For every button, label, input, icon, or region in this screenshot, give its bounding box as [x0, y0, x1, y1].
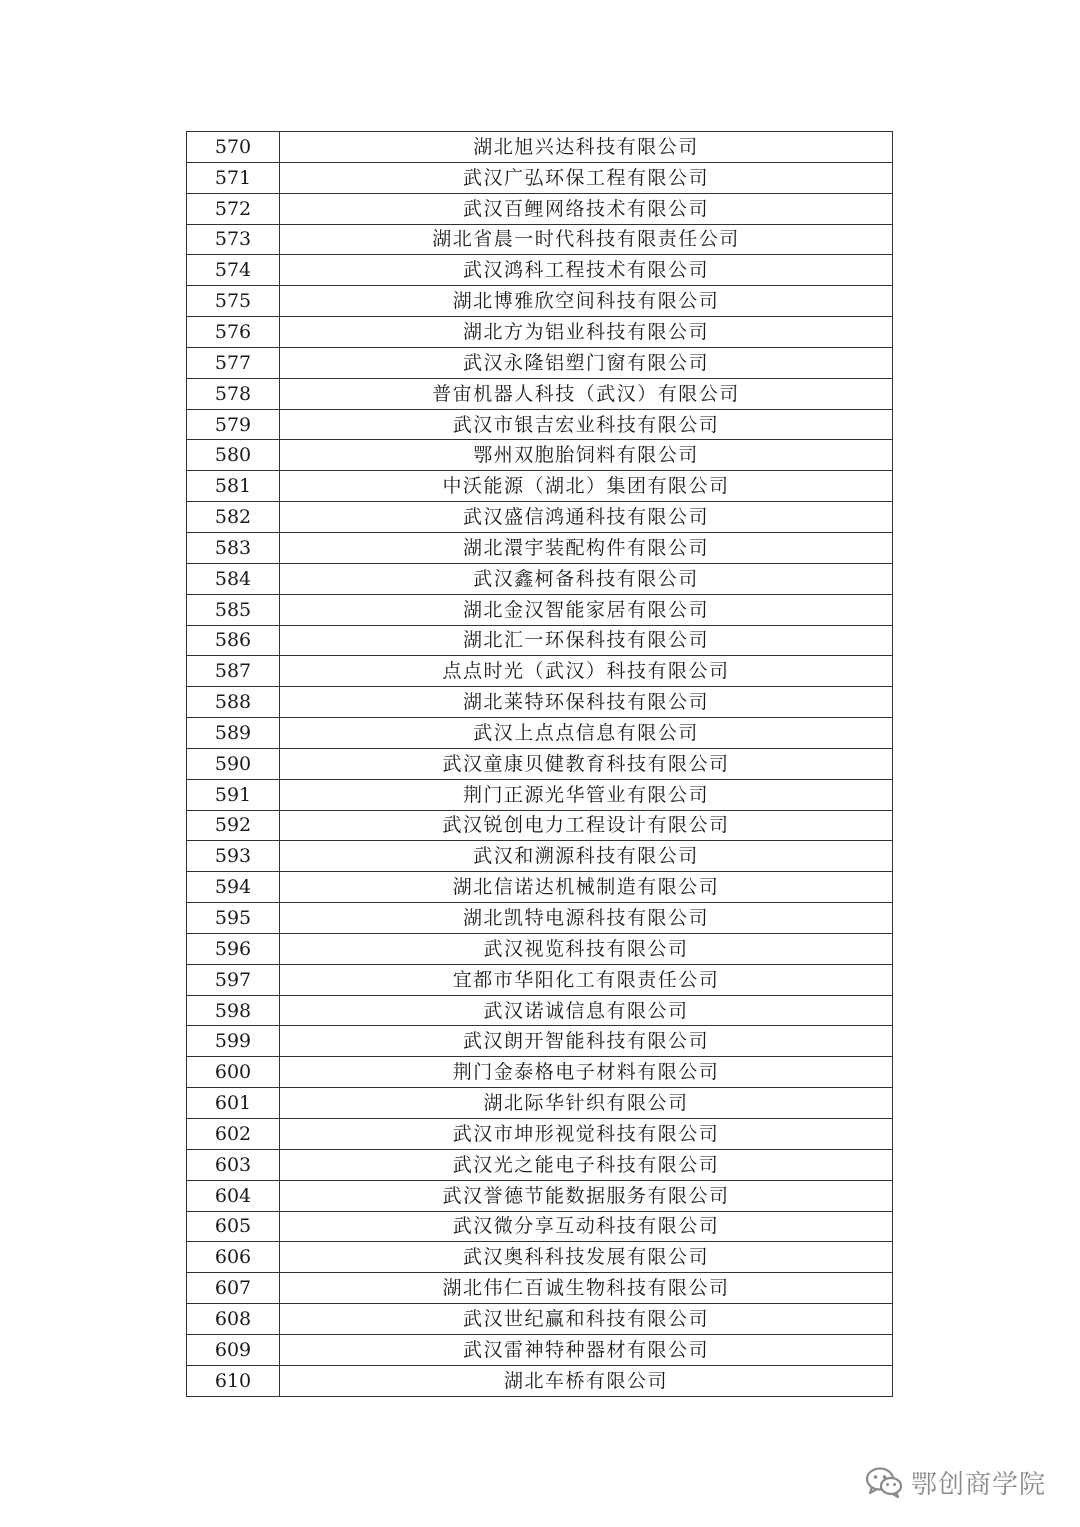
- row-number: 570: [187, 132, 280, 163]
- company-name: 武汉光之能电子科技有限公司: [280, 1149, 893, 1180]
- table-row: [187, 1273, 893, 1304]
- table-row: [187, 317, 893, 348]
- row-number: 574: [187, 255, 280, 286]
- table-row: [187, 132, 893, 163]
- company-name: 武汉盛信鸿通科技有限公司: [280, 502, 893, 533]
- company-name: 武汉鸿科工程技术有限公司: [280, 255, 893, 286]
- company-name: 宜都市华阳化工有限责任公司: [280, 964, 893, 995]
- table-row: [187, 903, 893, 934]
- table-row: [187, 193, 893, 224]
- row-number: 572: [187, 193, 280, 224]
- table-row: [187, 471, 893, 502]
- company-name: 湖北莱特环保科技有限公司: [280, 687, 893, 718]
- table-row: [187, 1057, 893, 1088]
- table-row: [187, 409, 893, 440]
- row-number: 585: [187, 594, 280, 625]
- company-name: 武汉诺诚信息有限公司: [280, 995, 893, 1026]
- company-name: 湖北澴宇装配构件有限公司: [280, 532, 893, 563]
- table-row: [187, 1149, 893, 1180]
- row-number: 596: [187, 933, 280, 964]
- row-number: 597: [187, 964, 280, 995]
- row-number: 589: [187, 718, 280, 749]
- row-number: 608: [187, 1304, 280, 1335]
- company-name: 点点时光（武汉）科技有限公司: [280, 656, 893, 687]
- table-row: [187, 1088, 893, 1119]
- row-number: 590: [187, 748, 280, 779]
- table-row: [187, 162, 893, 193]
- company-name: 武汉雷神特种器材有限公司: [280, 1334, 893, 1365]
- row-number: 594: [187, 872, 280, 903]
- row-number: 571: [187, 162, 280, 193]
- table-row: [187, 964, 893, 995]
- row-number: 587: [187, 656, 280, 687]
- company-name: 武汉奥科科技发展有限公司: [280, 1242, 893, 1273]
- row-number: 603: [187, 1149, 280, 1180]
- row-number: 573: [187, 224, 280, 255]
- company-name: 武汉朗开智能科技有限公司: [280, 1026, 893, 1057]
- watermark-text: 鄂创商学院: [910, 1469, 1046, 1500]
- table-row: [187, 872, 893, 903]
- table-row: [187, 748, 893, 779]
- company-name: 湖北汇一环保科技有限公司: [280, 625, 893, 656]
- company-name: 湖北凯特电源科技有限公司: [280, 903, 893, 934]
- company-list-table: [186, 131, 893, 1397]
- row-number: 578: [187, 378, 280, 409]
- company-name: 武汉世纪赢和科技有限公司: [280, 1304, 893, 1335]
- row-number: 610: [187, 1365, 280, 1396]
- row-number: 577: [187, 347, 280, 378]
- company-name: 武汉和溯源科技有限公司: [280, 841, 893, 872]
- company-name: 武汉锐创电力工程设计有限公司: [280, 810, 893, 841]
- table-row: [187, 1242, 893, 1273]
- table-row: [187, 1211, 893, 1242]
- table-row: [187, 1334, 893, 1365]
- table-row: [187, 933, 893, 964]
- row-number: 575: [187, 286, 280, 317]
- row-number: 591: [187, 779, 280, 810]
- table-body: [187, 132, 893, 1397]
- company-name: 湖北省晨一时代科技有限责任公司: [280, 224, 893, 255]
- company-name: 武汉鑫柯备科技有限公司: [280, 563, 893, 594]
- company-name: 中沃能源（湖北）集团有限公司: [280, 471, 893, 502]
- table-row: [187, 255, 893, 286]
- company-name: 武汉誉德节能数据服务有限公司: [280, 1180, 893, 1211]
- row-number: 588: [187, 687, 280, 718]
- company-name: 武汉广弘环保工程有限公司: [280, 162, 893, 193]
- company-name: 荆门正源光华管业有限公司: [280, 779, 893, 810]
- row-number: 604: [187, 1180, 280, 1211]
- watermark: [865, 1462, 1046, 1502]
- company-name: 武汉微分享互动科技有限公司: [280, 1211, 893, 1242]
- row-number: 607: [187, 1273, 280, 1304]
- table-row: [187, 718, 893, 749]
- company-name: 普宙机器人科技（武汉）有限公司: [280, 378, 893, 409]
- company-name: 武汉上点点信息有限公司: [280, 718, 893, 749]
- row-number: 583: [187, 532, 280, 563]
- table-row: [187, 687, 893, 718]
- table-row: [187, 1304, 893, 1335]
- table-row: [187, 502, 893, 533]
- row-number: 602: [187, 1119, 280, 1150]
- table-row: [187, 378, 893, 409]
- row-number: 605: [187, 1211, 280, 1242]
- company-name: 湖北旭兴达科技有限公司: [280, 132, 893, 163]
- row-number: 606: [187, 1242, 280, 1273]
- company-name: 湖北车桥有限公司: [280, 1365, 893, 1396]
- row-number: 576: [187, 317, 280, 348]
- company-name: 湖北金汉智能家居有限公司: [280, 594, 893, 625]
- company-name: 湖北博雅欣空间科技有限公司: [280, 286, 893, 317]
- company-name: 湖北际华针织有限公司: [280, 1088, 893, 1119]
- company-name: 荆门金泰格电子材料有限公司: [280, 1057, 893, 1088]
- table-row: [187, 563, 893, 594]
- table-row: [187, 995, 893, 1026]
- table-row: [187, 1180, 893, 1211]
- table-row: [187, 286, 893, 317]
- row-number: 582: [187, 502, 280, 533]
- company-name: 武汉市银吉宏业科技有限公司: [280, 409, 893, 440]
- wechat-icon: [865, 1465, 903, 1499]
- company-name: 武汉视览科技有限公司: [280, 933, 893, 964]
- company-name: 武汉百鲤网络技术有限公司: [280, 193, 893, 224]
- company-name: 湖北信诺达机械制造有限公司: [280, 872, 893, 903]
- table-row: [187, 1365, 893, 1396]
- row-number: 593: [187, 841, 280, 872]
- table-row: [187, 440, 893, 471]
- row-number: 595: [187, 903, 280, 934]
- company-name: 湖北方为铝业科技有限公司: [280, 317, 893, 348]
- row-number: 599: [187, 1026, 280, 1057]
- company-name: 武汉童康贝健教育科技有限公司: [280, 748, 893, 779]
- table-row: [187, 656, 893, 687]
- company-name: 武汉市坤形视觉科技有限公司: [280, 1119, 893, 1150]
- table-row: [187, 1026, 893, 1057]
- row-number: 600: [187, 1057, 280, 1088]
- table-row: [187, 625, 893, 656]
- table-row: [187, 594, 893, 625]
- company-name: 鄂州双胞胎饲料有限公司: [280, 440, 893, 471]
- row-number: 609: [187, 1334, 280, 1365]
- table-row: [187, 532, 893, 563]
- row-number: 592: [187, 810, 280, 841]
- row-number: 586: [187, 625, 280, 656]
- table-row: [187, 224, 893, 255]
- table-row: [187, 347, 893, 378]
- table-row: [187, 841, 893, 872]
- row-number: 598: [187, 995, 280, 1026]
- row-number: 579: [187, 409, 280, 440]
- table-row: [187, 779, 893, 810]
- table-row: [187, 810, 893, 841]
- company-name: 武汉永隆铝塑门窗有限公司: [280, 347, 893, 378]
- row-number: 584: [187, 563, 280, 594]
- row-number: 601: [187, 1088, 280, 1119]
- row-number: 581: [187, 471, 280, 502]
- company-name: 湖北伟仁百诚生物科技有限公司: [280, 1273, 893, 1304]
- row-number: 580: [187, 440, 280, 471]
- table-row: [187, 1119, 893, 1150]
